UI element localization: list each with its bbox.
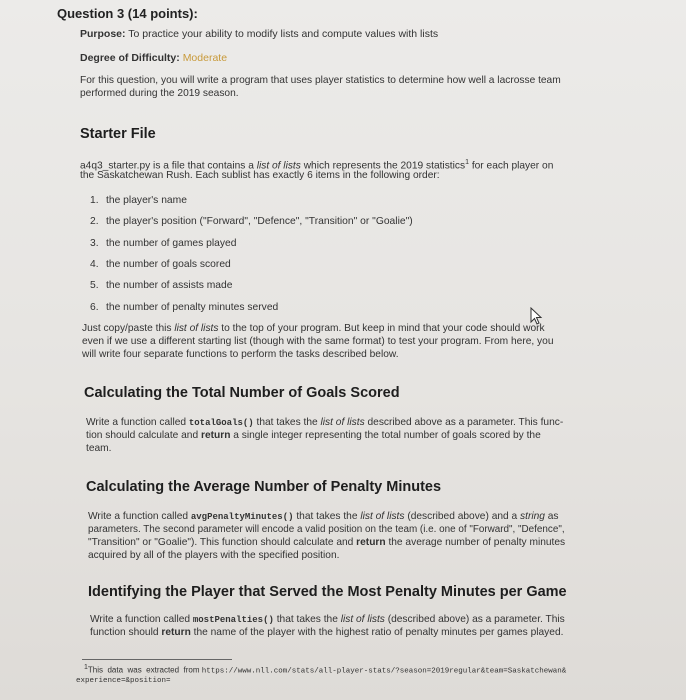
penalty-l3-b: the average number of penalty minutes [385,537,566,548]
penalty-line-1 [88,510,559,524]
intro-line-2: performed during the 2019 season. [80,88,239,99]
starter-l1-a: a4q3_starter.py is a file that contains a [80,160,257,172]
list-item [90,259,231,270]
starter-heading: Starter File [80,126,156,142]
goals-line-3: team. [86,443,112,454]
penalty-l1-d: as [544,511,559,522]
intro-line-1: For this question, you will write a program that uses player statistics to determine how well a lacrosse team [80,75,561,86]
goals-l2-strong: return [200,430,231,441]
after-b: to the top of your program. But keep in mind that your code should work [218,323,545,334]
goals-l1-em: list of lists [320,417,365,428]
list-item [90,238,237,249]
difficulty-line [80,52,227,64]
footnote-line-1 [84,664,566,676]
goals-l1-b: that takes the [253,417,321,428]
penalty-line-3 [88,536,565,549]
penalty-l1-a: Write a function called [88,511,191,522]
goals-heading: Calculating the Total Number of Goals Scored [84,385,400,401]
list-item-number: 5. [90,280,99,291]
list-item-number: 3. [90,238,99,249]
footnote-ref[interactable]: 1 [465,159,469,166]
penalty-code: avgPenaltyMinutes() [190,512,294,522]
question-title: Question 3 (14 points): [57,6,198,21]
penalty-l1-b: that takes the [293,511,361,522]
footnote-text: This data was extracted from [87,665,202,675]
starter-l1-b: which represents the 2019 statistics [300,160,466,172]
most-l2-a: function should [90,627,162,638]
list-item-text: the player's position ("Forward", "Defence", "Transition" or "Goalie") [106,216,413,227]
most-code: mostPenalties() [192,615,274,625]
penalty-l1-c: (described above) and a [404,511,521,522]
penalty-l1-em2: string [520,511,545,522]
most-l1-c: (described above) as a parameter. This [384,614,565,625]
penalty-line-2: parameters. The second parameter will encode a valid position on the team (i.e. one of "Forward", "Defence", [88,524,565,535]
penalty-l3-strong: return [356,537,386,548]
after-a: Just copy/paste this [82,323,175,334]
footnote-line-2 [76,675,171,685]
list-item [90,195,187,206]
most-l1-em: list of lists [340,614,385,625]
starter-after-line-1 [82,322,545,335]
footnote-url-1[interactable]: https://www.nll.com/stats/all-player-stats/?season=2019regular&team=Saskatchewan& [201,667,567,676]
goals-code: totalGoals() [188,418,254,428]
starter-l1-em: list of lists [256,160,301,172]
list-item-number: 1. [90,195,99,206]
purpose-label: Purpose: [80,28,126,40]
purpose-line [80,28,438,40]
penalty-l3-a: "Transition" or "Goalie"). This function should calculate and [88,537,357,548]
list-item-text: the number of assists made [106,280,233,291]
list-item-text: the number of penalty minutes served [106,302,279,313]
difficulty-value: Moderate [182,52,228,64]
most-l1-b: that takes the [273,614,341,625]
goals-l1-a: Write a function called [86,417,189,428]
footnote-mark: 1 [84,664,88,671]
penalty-heading: Calculating the Average Number of Penalty Minutes [86,479,442,495]
list-item-number: 6. [90,302,99,313]
purpose-text: To practice your ability to modify lists and compute values with lists [128,28,439,40]
starter-l1-c: for each player on [468,160,554,172]
most-line-1 [90,613,565,627]
most-l2-strong: return [161,627,191,638]
mouse-cursor-icon [530,307,544,327]
goals-line-1 [86,416,563,430]
footnote-url-2[interactable]: experience=&position= [76,677,171,685]
penalty-line-4: acquired by all of the players with the specified position. [88,550,340,561]
goals-l2-a: tion should calculate and [86,430,201,441]
starter-line-2: the Saskatchewan Rush. Each sublist has exactly 6 items in the following order: [80,170,440,181]
footnote-divider [82,659,232,660]
list-item [90,302,278,313]
list-item-number: 4. [90,259,99,270]
starter-after-line-3: will write four separate functions to perform the tasks described below. [82,349,399,360]
most-l1-a: Write a function called [90,614,193,625]
most-l2-b: the name of the player with the highest ratio of penalty minutes per games played. [190,627,564,638]
list-item [90,216,413,227]
list-item-number: 2. [90,216,99,227]
goals-line-2 [86,429,541,442]
after-em: list of lists [174,323,219,334]
list-item-text: the number of games played [106,238,237,249]
goals-l1-c: described above as a parameter. This func- [364,417,564,428]
difficulty-label: Degree of Difficulty: [80,52,180,64]
most-heading: Identifying the Player that Served the Most Penalty Minutes per Game [88,584,567,600]
most-line-2 [90,626,563,639]
penalty-l1-em: list of lists [360,511,405,522]
list-item-text: the number of goals scored [106,259,231,270]
list-item [90,280,232,291]
starter-after-line-2: even if we use a different starting list (though with the same format) to test your program. From here, you [82,336,554,347]
goals-l2-b: a single integer representing the total number of goals scored by the [230,430,541,441]
list-item-text: the player's name [106,195,187,206]
